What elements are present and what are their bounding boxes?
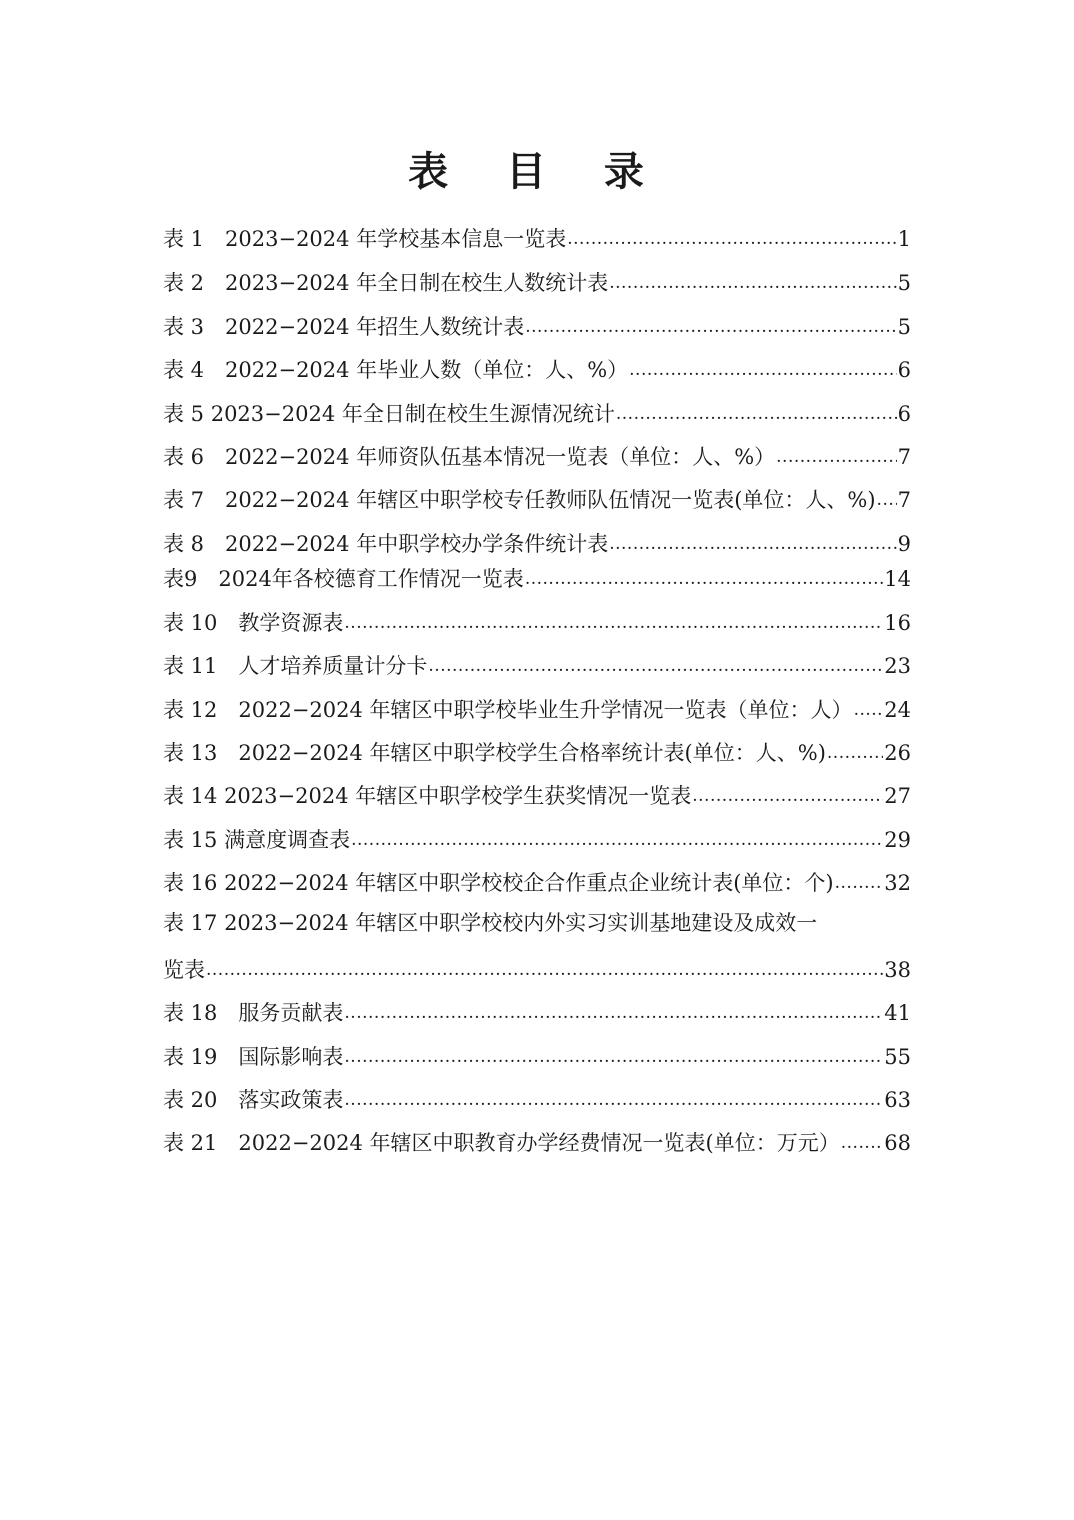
toc-entry-label: 表9 2024年各校德育工作情况一览表 xyxy=(163,567,524,591)
dot-leader xyxy=(525,564,883,594)
dot-leader xyxy=(835,868,884,898)
toc-page-number: 68 xyxy=(884,1131,911,1155)
toc-entry[interactable] xyxy=(163,604,911,638)
dot-leader xyxy=(344,608,883,638)
toc-entry-label: 表 21 2022−2024 年辖区中职教育办学经费情况一览表(单位：万元） xyxy=(163,1131,840,1155)
toc-entry[interactable] xyxy=(163,1081,911,1115)
dot-leader xyxy=(609,268,896,298)
dot-leader xyxy=(776,442,896,472)
toc-entry[interactable] xyxy=(163,1124,911,1158)
toc-entry-label: 表 18 服务贡献表 xyxy=(163,1001,344,1025)
toc-entry-label: 表 4 2022−2024 年毕业人数（单位：人、%） xyxy=(163,358,629,382)
toc-entry-label: 表 13 2022−2024 年辖区中职学校学生合格率统计表(单位：人、%) xyxy=(163,741,826,765)
toc-page-number: 6 xyxy=(897,358,911,382)
toc-entry[interactable] xyxy=(163,395,911,429)
toc-entry[interactable] xyxy=(163,525,911,559)
toc-entry-label: 表 2 2023−2024 年全日制在校生人数统计表 xyxy=(163,271,609,295)
toc-entry-label-continued: 览表 xyxy=(163,958,205,982)
toc-entry-label: 表 5 2023−2024 年全日制在校生生源情况统计 xyxy=(163,402,615,426)
toc-page-number: 9 xyxy=(897,532,911,556)
toc-page-number: 23 xyxy=(884,654,911,678)
dot-leader xyxy=(877,485,897,515)
toc-page-number: 16 xyxy=(884,611,911,635)
toc-entry-label: 表 10 教学资源表 xyxy=(163,611,344,635)
toc-entry-label: 表 20 落实政策表 xyxy=(163,1088,344,1112)
toc-entry[interactable] xyxy=(163,438,911,472)
dot-leader xyxy=(841,1128,884,1158)
toc-page-number: 38 xyxy=(884,958,911,982)
toc-entry[interactable] xyxy=(163,1038,911,1072)
toc-entry[interactable] xyxy=(163,951,911,985)
toc-entry[interactable] xyxy=(163,864,911,898)
toc-page-number: 7 xyxy=(897,488,911,512)
toc-entry-label: 表 6 2022−2024 年师资队伍基本情况一览表（单位：人、%） xyxy=(163,445,776,469)
toc-page-number: 55 xyxy=(884,1045,911,1069)
toc-entry-label: 表 1 2023−2024 年学校基本信息一览表 xyxy=(163,227,567,251)
toc-entry[interactable] xyxy=(163,481,911,515)
toc-entry[interactable] xyxy=(163,994,911,1028)
dot-leader xyxy=(344,1085,883,1115)
toc-entry[interactable] xyxy=(163,691,911,725)
toc-entry-label: 表 14 2023−2024 年辖区中职学校学生获奖情况一览表 xyxy=(163,784,692,808)
toc-entry-label: 表 19 国际影响表 xyxy=(163,1045,344,1069)
toc-page-number: 63 xyxy=(884,1088,911,1112)
toc-page-number: 41 xyxy=(884,1001,911,1025)
dot-leader xyxy=(827,738,883,768)
dot-leader xyxy=(206,955,883,985)
toc-page-number: 7 xyxy=(897,445,911,469)
toc-entry-label: 表 11 人才培养质量计分卡 xyxy=(163,654,428,678)
toc-entry[interactable] xyxy=(163,220,911,254)
toc-page-number: 1 xyxy=(897,227,911,251)
toc-page-number: 32 xyxy=(884,871,911,895)
page-title: 表 目 录 xyxy=(408,148,666,195)
toc-page-number: 27 xyxy=(884,784,911,808)
dot-leader xyxy=(344,998,883,1028)
toc-entry[interactable] xyxy=(163,308,911,342)
dot-leader xyxy=(609,529,896,559)
dot-leader xyxy=(616,399,897,429)
dot-leader xyxy=(854,695,884,725)
toc-entry-label: 表 15 满意度调查表 xyxy=(163,828,351,852)
toc-entry-label: 表 16 2022−2024 年辖区中职学校校企合作重点企业统计表(单位：个) xyxy=(163,871,834,895)
dot-leader xyxy=(344,1042,883,1072)
toc-page-number: 5 xyxy=(897,271,911,295)
toc-entry-label: 表 8 2022−2024 年中职学校办学条件统计表 xyxy=(163,532,609,556)
toc-page-number: 29 xyxy=(884,828,911,852)
toc-entry-label: 表 7 2022−2024 年辖区中职学校专任教师队伍情况一览表(单位：人、%) xyxy=(163,488,876,512)
toc-entry-label: 表 12 2022−2024 年辖区中职学校毕业生升学情况一览表（单位：人） xyxy=(163,698,853,722)
toc-entry[interactable] xyxy=(163,734,911,768)
dot-leader xyxy=(525,312,896,342)
toc-page-number: 5 xyxy=(897,315,911,339)
toc-entry-label: 表 17 2023−2024 年辖区中职学校校内外实习实训基地建设及成效一 xyxy=(163,911,818,935)
toc-entry[interactable] xyxy=(163,560,911,594)
toc-entry[interactable] xyxy=(163,264,911,298)
toc-entry[interactable] xyxy=(163,351,911,385)
toc-entry[interactable] xyxy=(163,647,911,681)
dot-leader xyxy=(567,224,896,254)
dot-leader xyxy=(428,651,883,681)
dot-leader xyxy=(351,825,883,855)
dot-leader xyxy=(629,355,896,385)
toc-page-number: 6 xyxy=(897,402,911,426)
toc-entry-label: 表 3 2022−2024 年招生人数统计表 xyxy=(163,315,525,339)
toc-page-number: 26 xyxy=(884,741,911,765)
toc-page-number: 14 xyxy=(884,567,911,591)
toc-entry[interactable] xyxy=(163,821,911,855)
dot-leader xyxy=(692,781,883,811)
toc-entry[interactable] xyxy=(163,777,911,811)
toc-page-number: 24 xyxy=(884,698,911,722)
